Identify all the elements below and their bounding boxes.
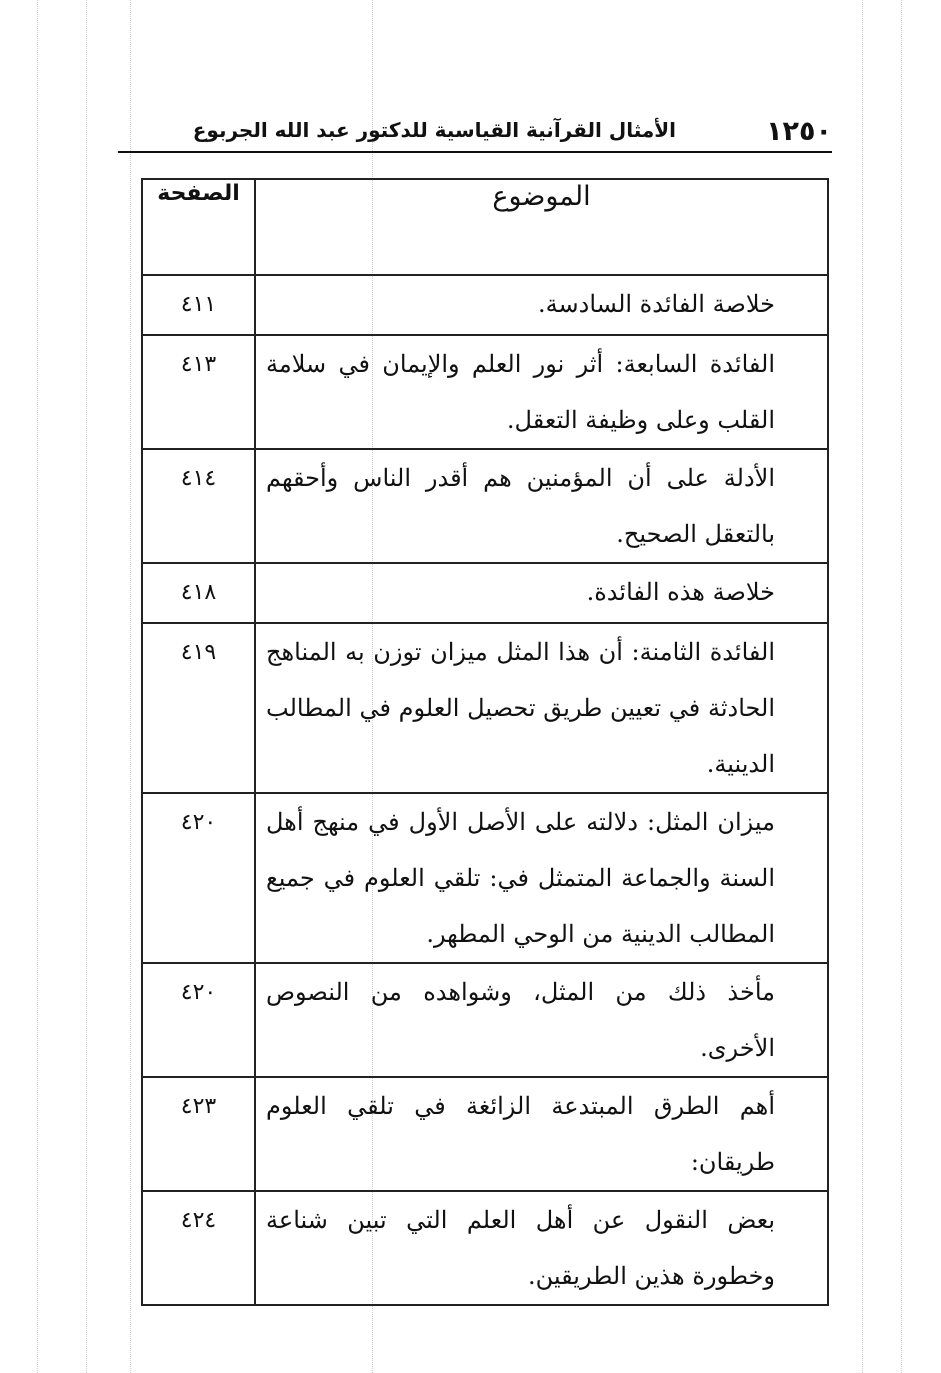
page-cell: ٤١٤ [142,449,255,563]
table-row [142,275,828,335]
page-cell: ٤٢٣ [142,1077,255,1191]
topic-cell: أهم الطرق المبتدعة الزائغة في تلقي العلوم طريقان: [255,1077,828,1191]
table-row [142,335,828,449]
contents-table [141,178,829,1306]
scan-artifact-line [37,0,38,1373]
column-header-page: الصفحة [142,179,255,275]
topic-cell: الفائدة السابعة: أثر نور العلم والإيمان في سلامة القلب وعلى وظيفة التعقل. [255,335,828,449]
page-cell: ٤٢٠ [142,793,255,963]
page-cell: ٤١٣ [142,335,255,449]
running-title: الأمثال القرآنية القياسية للدكتور عبد الله الجربوع [192,118,676,142]
topic-cell: مأخذ ذلك من المثل، وشواهده من النصوص الأخرى. [255,963,828,1077]
topic-cell: خلاصة الفائدة السادسة. [255,275,828,335]
page-cell: ٤١٩ [142,623,255,793]
table-row [142,1191,828,1305]
table-row [142,623,828,793]
page-cell: ٤١٨ [142,563,255,623]
column-header-topic: الموضوع [255,179,828,275]
page-cell: ٤٢٠ [142,963,255,1077]
scan-artifact-line [862,0,863,1373]
topic-cell: خلاصة هذه الفائدة. [255,563,828,623]
scan-artifact-line [901,0,902,1373]
table-row [142,563,828,623]
page-cell: ٤٢٤ [142,1191,255,1305]
scan-artifact-line [130,0,131,1373]
page-header [118,112,832,152]
table-row [142,449,828,563]
table-row [142,1077,828,1191]
topic-cell: الفائدة الثامنة: أن هذا المثل ميزان توزن به المناهج الحادثة في تعيين طريق تحصيل العلوم في المطالب الدينية. [255,623,828,793]
page-number: ١٢٥٠ [766,116,832,147]
topic-cell: ميزان المثل: دلالته على الأصل الأول في منهج أهل السنة والجماعة المتمثل في: تلقي العلوم في جميع المطالب الدينية من الوحي المطهر. [255,793,828,963]
topic-cell: الأدلة على أن المؤمنين هم أقدر الناس وأحقهم بالتعقل الصحيح. [255,449,828,563]
table-row [142,963,828,1077]
page-cell: ٤١١ [142,275,255,335]
header-rule [118,151,832,153]
header-row [142,179,828,275]
topic-cell: بعض النقول عن أهل العلم التي تبين شناعة وخطورة هذين الطريقين. [255,1191,828,1305]
scan-artifact-line [86,0,87,1373]
table-row [142,793,828,963]
